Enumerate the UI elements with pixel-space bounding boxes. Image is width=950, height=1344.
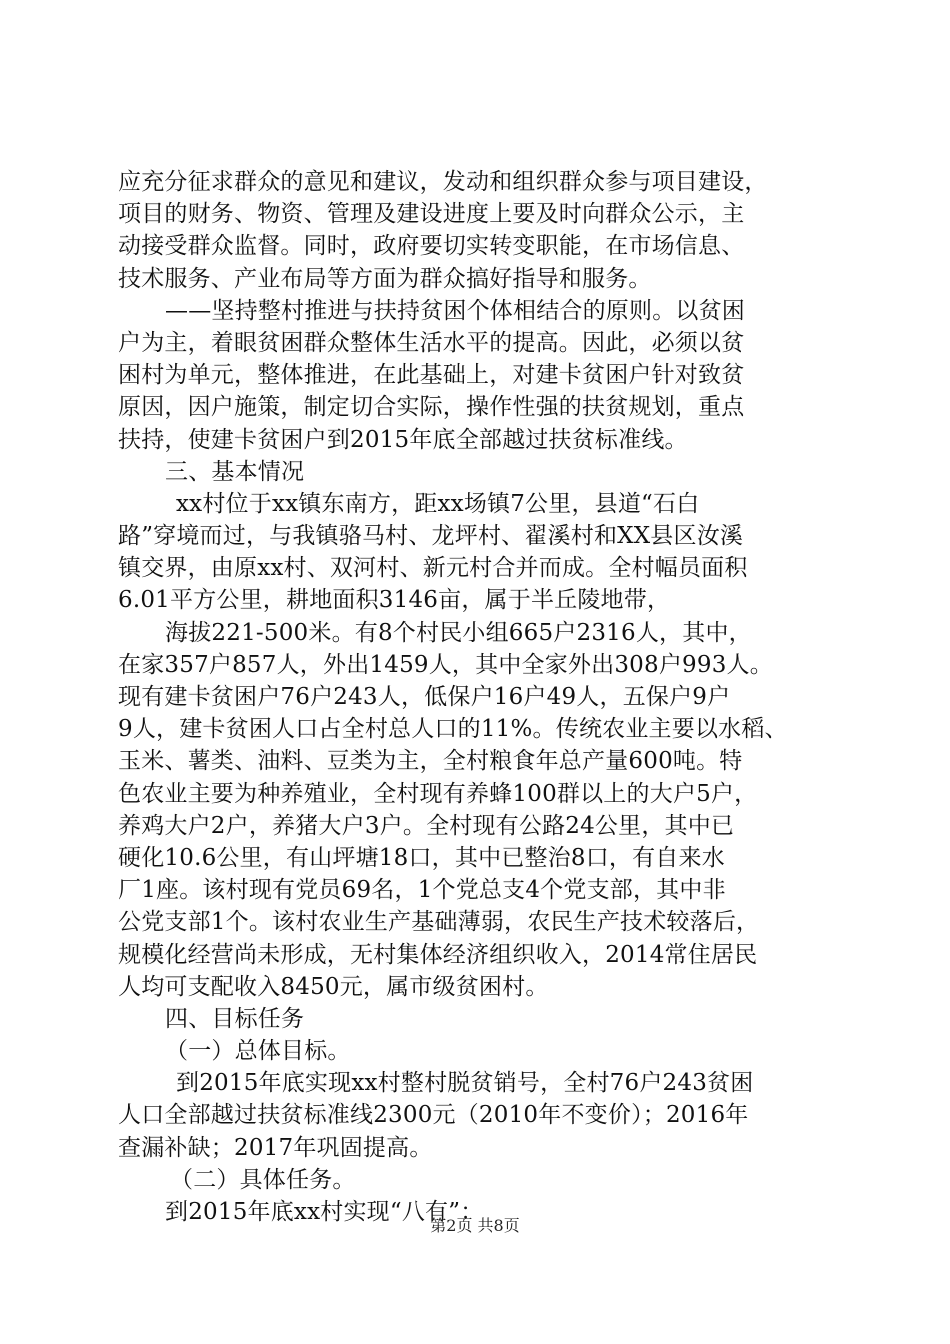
text-line: 技术服务、产业布局等方面为群众搞好指导和服务。 <box>118 265 652 292</box>
text-line: 现有建卡贫困户76户243人，低保户16户49人，五保户9户 <box>118 684 731 710</box>
document-body <box>118 166 838 1228</box>
text-line: 路”穿境而过，与我镇骆马村、龙坪村、翟溪村和XX县区汝溪 <box>118 523 744 550</box>
text-line: 项目的财务、物资、管理及建设进度上要及时向群众公示，主 <box>118 201 745 228</box>
section-heading: 三、基本情况 <box>165 458 305 485</box>
text-line: 硬化10.6公里，有山坪塘18口，其中已整治8口，有自来水 <box>118 844 725 871</box>
text-line: 海拔221-500米。有8个村民小组665户2316人，其中， <box>165 619 752 646</box>
text-line: 原因，因户施策，制定切合实际，操作性强的扶贫规划，重点 <box>118 394 745 421</box>
text-line: 扶持，使建卡贫困户到2015年底全部越过扶贫标准线。 <box>118 426 688 453</box>
text-line: 应充分征求群众的意见和建议，发动和组织群众参与项目建设， <box>118 169 768 195</box>
text-line: 9人，建卡贫困人口占全村总人口的11%。传统农业主要以水稻、 <box>118 716 788 743</box>
text-line: 养鸡大户2户，养猪大户3户。全村现有公路24公里，其中已 <box>118 812 735 839</box>
section-heading: 四、目标任务 <box>165 1005 305 1032</box>
text-line: 困村为单元，整体推进，在此基础上，对建卡贫困户针对致贫 <box>118 362 745 389</box>
text-line: 玉米、薯类、油料、豆类为主，全村粮食年总产量600吨。特 <box>118 748 743 775</box>
text-line: 人均可支配收入8450元，属市级贫困村。 <box>118 973 549 1000</box>
text-line: 色农业主要为种养殖业，全村现有养蜂100群以上的大户5户， <box>118 780 758 807</box>
text-line: 到2015年底xx村实现“八有”： <box>165 1199 484 1225</box>
text-line: 镇交界，由原xx村、双河村、新元村合并而成。全村幅员面积 <box>118 555 748 582</box>
text-line: 规模化经营尚未形成，无村集体经济组织收入，2014常住居民 <box>118 941 758 968</box>
text-line: 公党支部1个。该村农业生产基础薄弱，农民生产技术较落后， <box>118 909 760 936</box>
text-line: ——坚持整村推进与扶持贫困个体相结合的原则。以贫困 <box>165 297 745 324</box>
text-line: xx村位于xx镇东南方，距xx场镇7公里，县道“石白 <box>176 490 700 517</box>
text-line: 户为主，着眼贫困群众整体生活水平的提高。因此，必须以贫 <box>118 329 745 356</box>
text-line: 厂1座。该村现有党员69名，1个党总支4个党支部，其中非 <box>118 877 726 904</box>
text-line: 到2015年底实现xx村整村脱贫销号，全村76户243贫困 <box>176 1070 754 1097</box>
text-line: 查漏补缺；2017年巩固提高。 <box>118 1134 433 1161</box>
page-footer: 第2页 共8页 <box>430 1216 520 1235</box>
subsection-heading: （一）总体目标。 <box>165 1038 351 1065</box>
subsection-heading: （二）具体任务。 <box>170 1166 356 1193</box>
text-line: 人口全部越过扶贫标准线2300元（2010年不变价）；2016年 <box>118 1102 749 1129</box>
text-line: 6.01平方公里，耕地面积3146亩，属于半丘陵地带， <box>118 587 671 614</box>
text-line: 在家357户857人，外出1459人，其中全家外出308户993人。 <box>118 651 773 678</box>
text-line: 动接受群众监督。同时，政府要切实转变职能，在市场信息、 <box>118 233 745 260</box>
